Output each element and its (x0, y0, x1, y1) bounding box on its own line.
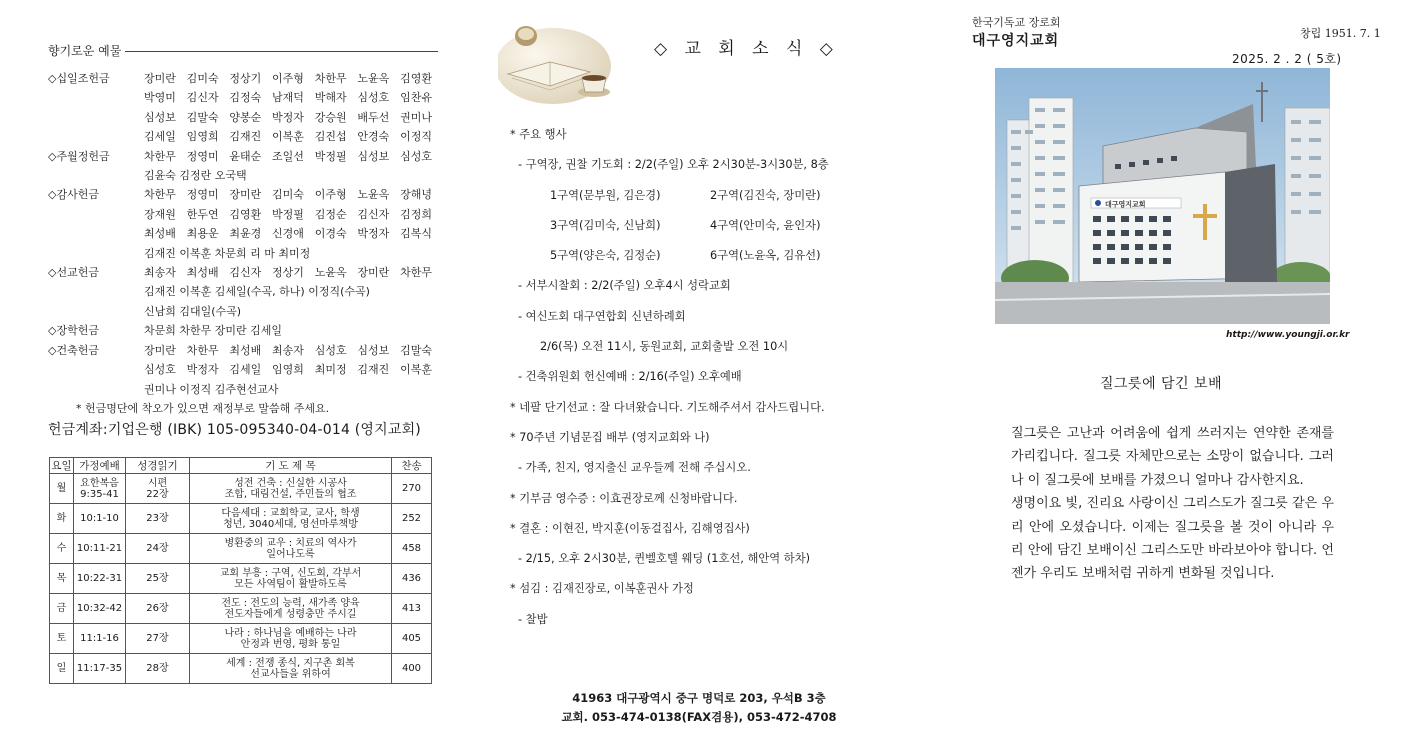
cell-reading-text: 28장 (146, 663, 169, 674)
offering-names: 신남희 김대일(수곡) (144, 304, 242, 318)
cell-reading (126, 474, 190, 504)
cell-prayer (190, 534, 392, 564)
cell-day (50, 534, 74, 564)
offering-label: ◇십일조헌금 (48, 72, 110, 85)
cell-prayer-text: 세계 : 전쟁 종식, 지구촌 회복 (226, 657, 355, 669)
cell-prayer-text: 일어나도록 (266, 548, 315, 560)
news-item (510, 181, 930, 211)
church-building-illustration (995, 68, 1330, 324)
cell-worship-text: 10:11-21 (76, 543, 123, 554)
cell-day (50, 624, 74, 654)
col-day: 요일 (50, 458, 74, 474)
offering-names: 장미란 김미숙 정상기 이주형 차한무 노윤옥 김영환 (144, 72, 432, 85)
table-row (50, 624, 432, 654)
news-item: * 70주년 기념문집 배부 (영지교회와 나) (510, 430, 710, 444)
cell-day-text: 화 (56, 513, 67, 524)
cell-reading-text: 시편 (147, 477, 168, 489)
news-item (510, 241, 930, 271)
offering-label (48, 88, 144, 107)
cell-reading (126, 504, 190, 534)
table-header-row (50, 458, 432, 474)
offering-section (48, 40, 438, 441)
cell-reading (126, 564, 190, 594)
cell-hymn (392, 504, 432, 534)
offering-row (48, 166, 438, 185)
cell-worship-text: 11:1-16 (80, 633, 119, 644)
news-title: ◇ 교 회 소 식 ◇ (654, 39, 839, 59)
cell-reading (126, 534, 190, 564)
offering-row (48, 185, 438, 204)
offering-names: 최성배 최용운 최윤경 신경애 이경숙 박정자 김복식 (144, 227, 432, 241)
offering-label (48, 127, 144, 146)
cell-prayer-text: 다음세대 : 교회학교, 교사, 학생 (221, 507, 360, 519)
cell-worship-text: 10:1-10 (80, 513, 119, 524)
issue-date: 2025. 2 . 2 ( 5호) (1232, 52, 1342, 66)
cell-reading-text: 25장 (146, 573, 169, 584)
cell-reading (126, 654, 190, 684)
cell-prayer-text: 조합, 대림건설, 주민들의 협조 (224, 488, 357, 500)
news-item: * 결혼 : 이현진, 박지훈(이동걸집사, 김해영집사) (510, 521, 750, 535)
offering-note: * 헌금명단에 착오가 있으면 재정부로 말씀해 주세요. (76, 401, 330, 415)
cell-prayer (190, 654, 392, 684)
cell-prayer-text: 전도 : 전도의 능력, 새가족 양육 (221, 597, 360, 609)
bible-table-body (50, 474, 432, 684)
cell-day-text: 토 (56, 633, 67, 644)
cell-day-text: 수 (56, 543, 67, 554)
cell-worship-text: 9:35-41 (80, 488, 119, 500)
cell-worship (74, 564, 126, 594)
cell-day (50, 504, 74, 534)
cell-hymn-text: 270 (401, 483, 422, 494)
offering-label: ◇주월정헌금 (48, 149, 110, 163)
offering-label: ◇감사헌금 (48, 188, 99, 202)
offering-row (48, 341, 438, 360)
cell-prayer (190, 504, 392, 534)
news-item: - 여신도회 대구연합회 신년하례회 (518, 309, 686, 323)
news-item: - 2/15, 오후 2시30분, 퀸벨호텔 웨딩 (1호선, 해안역 하차) (518, 552, 811, 566)
offering-names: 김윤숙 김정란 오국택 (144, 169, 247, 183)
cell-day-text: 일 (56, 663, 67, 674)
cell-worship-text: 10:22-31 (76, 573, 123, 584)
col-reading: 성경읽기 (126, 458, 190, 474)
offering-names: 차한무 정영미 장미란 김미숙 이주형 노윤옥 장해녕 (144, 188, 432, 202)
cell-reading (126, 594, 190, 624)
table-row (50, 504, 432, 534)
essay-body (1011, 422, 1334, 586)
offering-row (48, 108, 438, 127)
book-coffee-illustration (498, 22, 618, 108)
cell-day-text: 월 (56, 483, 67, 494)
cell-day (50, 594, 74, 624)
offering-names: 권미나 이정직 김주현선교사 (144, 382, 279, 396)
cell-worship-text: 요한복음 (80, 477, 119, 489)
offering-label (48, 380, 144, 399)
offering-label: ◇장학헌금 (48, 324, 99, 338)
offering-row (48, 244, 438, 263)
offering-row (48, 224, 438, 243)
offering-row (48, 263, 438, 282)
cell-reading-text: 23장 (146, 513, 169, 524)
offering-label (48, 360, 144, 379)
cell-reading-text: 27장 (146, 633, 169, 644)
offering-heading-text: 향기로운 예물 (48, 43, 122, 58)
cell-worship (74, 504, 126, 534)
cell-worship (74, 654, 126, 684)
offering-names: 차한무 정영미 윤태순 조일선 박정필 심성보 심성호 (144, 149, 432, 163)
offering-row (48, 69, 438, 88)
offering-row (48, 302, 438, 321)
founded-date: 창립 1951. 7. 1 (1300, 27, 1381, 40)
table-row (50, 474, 432, 504)
offering-names: 최송자 최성배 김신자 정상기 노윤옥 장미란 차한무 (144, 266, 432, 280)
cell-prayer-text: 선교사들을 위하여 (250, 668, 331, 680)
cell-worship-text: 11:17-35 (76, 663, 123, 674)
news-item: - 건축위원회 헌신예배 : 2/16(주일) 오후예배 (518, 370, 742, 384)
offering-names: 심성보 김말숙 양봉순 박정자 강승원 배두선 권미나 (144, 110, 432, 124)
offering-account: 헌금계좌:기업은행 (IBK) 105-095340-04-014 (영지교회) (48, 422, 421, 439)
offering-row (48, 88, 438, 107)
offering-label (48, 244, 144, 263)
cell-hymn (392, 624, 432, 654)
offering-list (48, 69, 438, 399)
offering-names: 김재진 이복훈 김세일(수곡, 하나) 이정직(수곡) (144, 285, 370, 299)
church-url: http://www.youngji.or.kr (1226, 330, 1350, 340)
news-item: - 가족, 친지, 영지출신 교우들께 전해 주십시오. (518, 461, 751, 475)
cell-prayer (190, 564, 392, 594)
cell-prayer-text: 병환중의 교우 : 치료의 역사가 (224, 537, 357, 549)
news-item: 2/6(목) 오전 11시, 동원교회, 교회출발 오전 10시 (540, 340, 789, 354)
cell-prayer-text: 성전 건축 : 신실한 시공사 (234, 477, 347, 489)
cell-prayer-text: 교회 부흥 : 구역, 신도회, 각부서 (219, 567, 362, 579)
cell-worship (74, 594, 126, 624)
cell-hymn-text: 400 (401, 663, 422, 674)
essay-paragraph: 질그릇은 고난과 어려움에 쉽게 쓰러지는 연약한 존재를 가리킵니다. 질그릇 자체만으로는 소망이 없습니다. 그러나 이 질그릇에 보배를 가졌으니 얼마나 감사한지요. (1011, 426, 1334, 488)
cell-day (50, 654, 74, 684)
news-item: - 서부시찰회 : 2/2(주일) 오후4시 성락교회 (518, 279, 731, 293)
cell-prayer-text: 나라 : 하나님을 예배하는 나라 (224, 627, 357, 639)
cell-prayer-text: 청년, 3040세대, 영선마루책방 (223, 518, 358, 530)
cell-worship (74, 474, 126, 504)
footer-address: 41963 대구광역시 중구 명덕로 203, 우석B 3층 (572, 691, 826, 705)
cell-reading-text: 22장 (146, 488, 169, 500)
offering-heading (48, 40, 438, 60)
cell-hymn-text: 405 (401, 633, 422, 644)
news-district: 2구역(김진숙, 장미란) (710, 188, 821, 202)
news-item: - 구역장, 권찰 기도회 : 2/2(주일) 오후 2시30분-3시30분, 8층 (518, 158, 829, 172)
table-row (50, 534, 432, 564)
cell-hymn-text: 252 (401, 513, 422, 524)
col-hymn: 찬송 (392, 458, 432, 474)
cell-hymn (392, 564, 432, 594)
offering-row (48, 147, 438, 166)
cell-day-text: 금 (56, 603, 67, 614)
cell-hymn-text: 436 (401, 573, 422, 584)
footer-contact (480, 689, 918, 727)
cell-day (50, 564, 74, 594)
news-district: 5구역(양은숙, 김정순) (550, 249, 661, 263)
cell-prayer-text: 안정과 번영, 평화 통일 (240, 638, 341, 650)
cell-prayer (190, 594, 392, 624)
cell-worship (74, 624, 126, 654)
footer-phone: 교회. 053-474-0138(FAX겸용), 053-472-4708 (561, 710, 837, 724)
offering-names: 심성호 박정자 김세일 임영희 최미정 김재진 이복훈 (144, 363, 432, 377)
cell-reading-text: 24장 (146, 543, 169, 554)
cell-prayer-text: 모든 사역팀이 활발하도록 (234, 578, 347, 590)
cell-hymn-text: 413 (401, 603, 422, 614)
news-item (510, 211, 930, 241)
offering-label (48, 205, 144, 224)
cell-reading (126, 624, 190, 654)
col-worship: 가정예배 (74, 458, 126, 474)
offering-row (48, 282, 438, 301)
bible-reading-table (49, 457, 432, 684)
offering-names: 장재원 한두연 김영환 박정필 김정순 김신자 김정희 (144, 207, 432, 221)
table-row (50, 564, 432, 594)
denomination-name: 한국기독교 장로회 (972, 16, 1061, 29)
cell-worship (74, 534, 126, 564)
news-item: * 주요 행사 (510, 128, 567, 141)
news-item: - 찰밥 (518, 612, 548, 626)
offering-row (48, 360, 438, 379)
church-news-list (510, 120, 930, 635)
cell-day-text: 목 (56, 573, 67, 584)
cell-prayer-text: 전도자들에게 성령충만 주시길 (224, 608, 357, 620)
news-district: 3구역(김미숙, 신남희) (550, 218, 661, 232)
building-sign-text: 대구영지교회 (1105, 199, 1146, 209)
offering-names: 박영미 김신자 김정숙 남재덕 박해자 심성호 임찬유 (144, 91, 432, 105)
news-district: 4구역(안미숙, 윤인자) (710, 218, 821, 232)
offering-label: ◇선교헌금 (48, 266, 99, 280)
offering-row (48, 321, 438, 340)
news-item: * 기부금 영수증 : 이효권장로께 신청바랍니다. (510, 491, 738, 505)
offering-names: 김재진 이복훈 차문희 리 마 최미정 (144, 246, 311, 260)
essay-paragraph: 생명이요 빛, 진리요 사랑이신 그리스도가 질그릇 같은 우리 안에 오셨습니다. 이제는 질그릇을 볼 것이 아니라 우리 안에 담긴 보배이신 그리스도만 바라보아야 합니다. 언젠가 우리도 보배처럼 귀하게 변화될 것입니다. (1011, 496, 1334, 582)
cell-hymn (392, 534, 432, 564)
essay-title: 질그릇에 담긴 보배 (1100, 376, 1223, 392)
offering-label (48, 108, 144, 127)
offering-row (48, 127, 438, 146)
col-prayer: 기 도 제 목 (190, 458, 392, 474)
offering-label (48, 282, 144, 301)
cell-day (50, 474, 74, 504)
cell-hymn (392, 474, 432, 504)
cell-prayer (190, 474, 392, 504)
heading-rule (125, 51, 438, 52)
news-district: 1구역(문부원, 김은경) (550, 188, 661, 202)
offering-names: 차문희 차한무 장미란 김세일 (144, 324, 283, 338)
table-row (50, 654, 432, 684)
offering-names: 김세일 임영희 김재진 이복훈 김진섭 안경숙 이정직 (144, 130, 432, 144)
church-name-logo: 대구영지교회 (972, 33, 1060, 49)
cell-hymn (392, 594, 432, 624)
news-district: 6구역(노윤옥, 김유선) (710, 249, 821, 263)
news-item: * 섬김 : 김재진장로, 이복훈권사 가정 (510, 582, 694, 596)
cell-reading-text: 26장 (146, 603, 169, 614)
offering-label (48, 224, 144, 243)
offering-names: 장미란 차한무 최성배 최송자 심성호 심성보 김말숙 (144, 343, 432, 357)
cell-worship-text: 10:32-42 (76, 603, 123, 614)
offering-label: ◇건축헌금 (48, 343, 99, 357)
offering-label (48, 166, 144, 185)
offering-row (48, 380, 438, 399)
cell-prayer (190, 624, 392, 654)
offering-row (48, 205, 438, 224)
news-item: * 네팔 단기선교 : 잘 다녀왔습니다. 기도해주셔서 감사드립니다. (510, 400, 825, 414)
table-row (50, 594, 432, 624)
offering-label (48, 302, 144, 321)
cell-hymn-text: 458 (401, 543, 422, 554)
cell-hymn (392, 654, 432, 684)
